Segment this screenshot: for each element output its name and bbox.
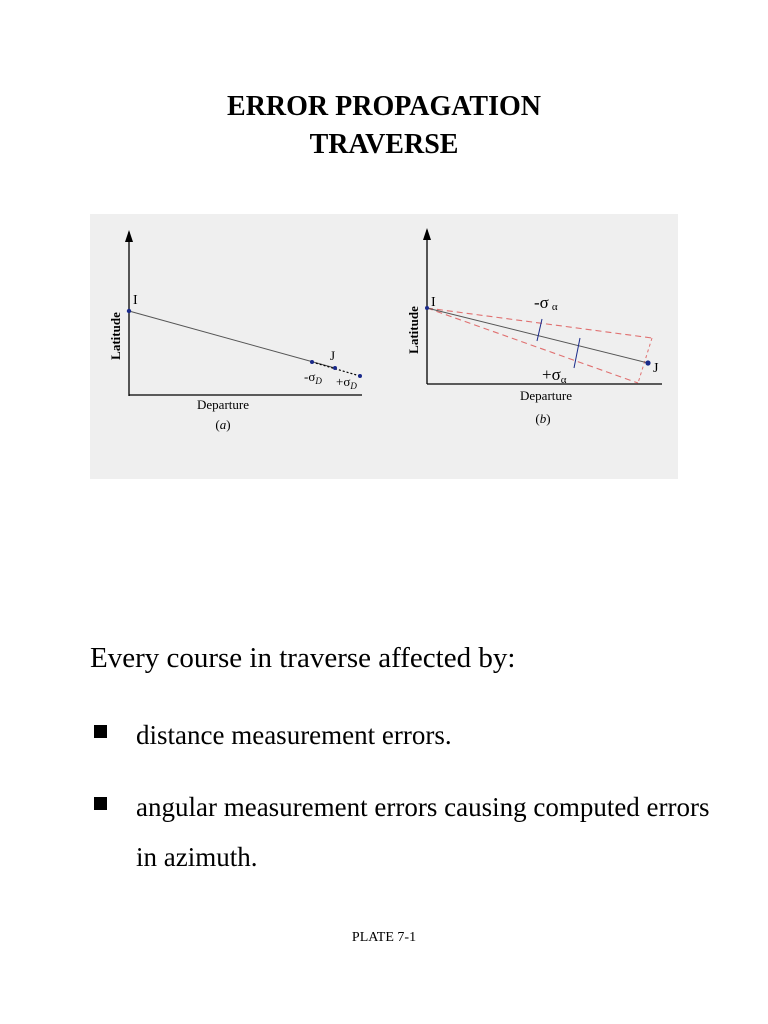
title-line-1: ERROR PROPAGATION — [227, 91, 541, 122]
panel-b-label-j: J — [653, 361, 659, 376]
panel-b-point-j — [645, 360, 650, 365]
panel-a-label-j: J — [330, 348, 336, 363]
panel-a-minus-sigma-text: -σ — [304, 369, 316, 384]
page-title — [0, 88, 768, 164]
panel-b-error-arc — [638, 338, 652, 383]
panel-b-x-axis-label: Departure — [520, 388, 572, 403]
panel-a — [108, 230, 362, 432]
panel-b-upper-error-line — [427, 308, 652, 338]
panel-b-minus-sigma-text: -σ — [534, 293, 549, 312]
panel-a-course-line — [129, 311, 335, 368]
panel-a-caption-letter: a — [219, 417, 227, 432]
panel-b-plus-sigma-text: +σ — [542, 365, 561, 384]
panel-b-minus-sigma-label — [534, 293, 558, 313]
bullet-list — [90, 710, 730, 904]
panel-a-y-arrow — [125, 230, 133, 242]
bullet-text-angular: angular measurement errors causing computed errors in azimuth. — [136, 792, 710, 872]
panel-b-y-axis-label: Latitude — [406, 306, 421, 354]
panel-b-course-line — [427, 308, 648, 363]
panel-a-minus-sigma-label — [304, 369, 322, 386]
square-bullet-icon — [94, 797, 107, 810]
panel-b-plus-sigma-label — [542, 365, 567, 386]
panel-b — [406, 228, 662, 426]
intro-text: Every course in traverse affected by: — [90, 642, 516, 674]
panel-a-point-j — [333, 366, 337, 370]
panel-b-caption: (b) — [535, 411, 551, 426]
panel-a-minus-sigma-point — [310, 360, 314, 364]
bullet-item-angular — [90, 782, 730, 882]
title-line-2: TRAVERSE — [309, 129, 459, 160]
plate-number: PLATE 7-1 — [351, 930, 417, 945]
panel-b-y-arrow — [423, 228, 431, 240]
panel-a-plus-sigma-text: +σ — [336, 374, 351, 389]
panel-a-plus-sigma-label — [336, 374, 357, 391]
bullet-item-distance — [90, 710, 730, 760]
panel-a-label-i: I — [133, 293, 138, 308]
panel-a-caption: (a) — [215, 417, 231, 432]
bullet-text-distance: distance measurement errors. — [136, 720, 452, 750]
square-bullet-icon — [94, 725, 107, 738]
panel-a-minus-sigma-sub: D — [315, 376, 322, 386]
panel-a-y-axis-label: Latitude — [108, 312, 123, 360]
traverse-diagram — [90, 214, 678, 479]
panel-b-caption-letter: b — [539, 411, 547, 426]
panel-b-plus-sigma-marker — [574, 338, 580, 368]
figure-panel — [90, 214, 678, 479]
panel-a-plus-sigma-point — [358, 374, 362, 378]
panel-b-point-i — [425, 306, 429, 310]
panel-b-label-i: I — [431, 295, 436, 310]
panel-b-lower-error-line — [427, 308, 638, 383]
panel-a-point-i — [127, 309, 131, 313]
panel-b-minus-sigma-sub: α — [551, 301, 558, 313]
panel-a-x-axis-label: Departure — [197, 397, 249, 412]
panel-b-plus-sigma-sub: α — [560, 374, 567, 386]
panel-a-plus-sigma-sub: D — [350, 381, 357, 391]
